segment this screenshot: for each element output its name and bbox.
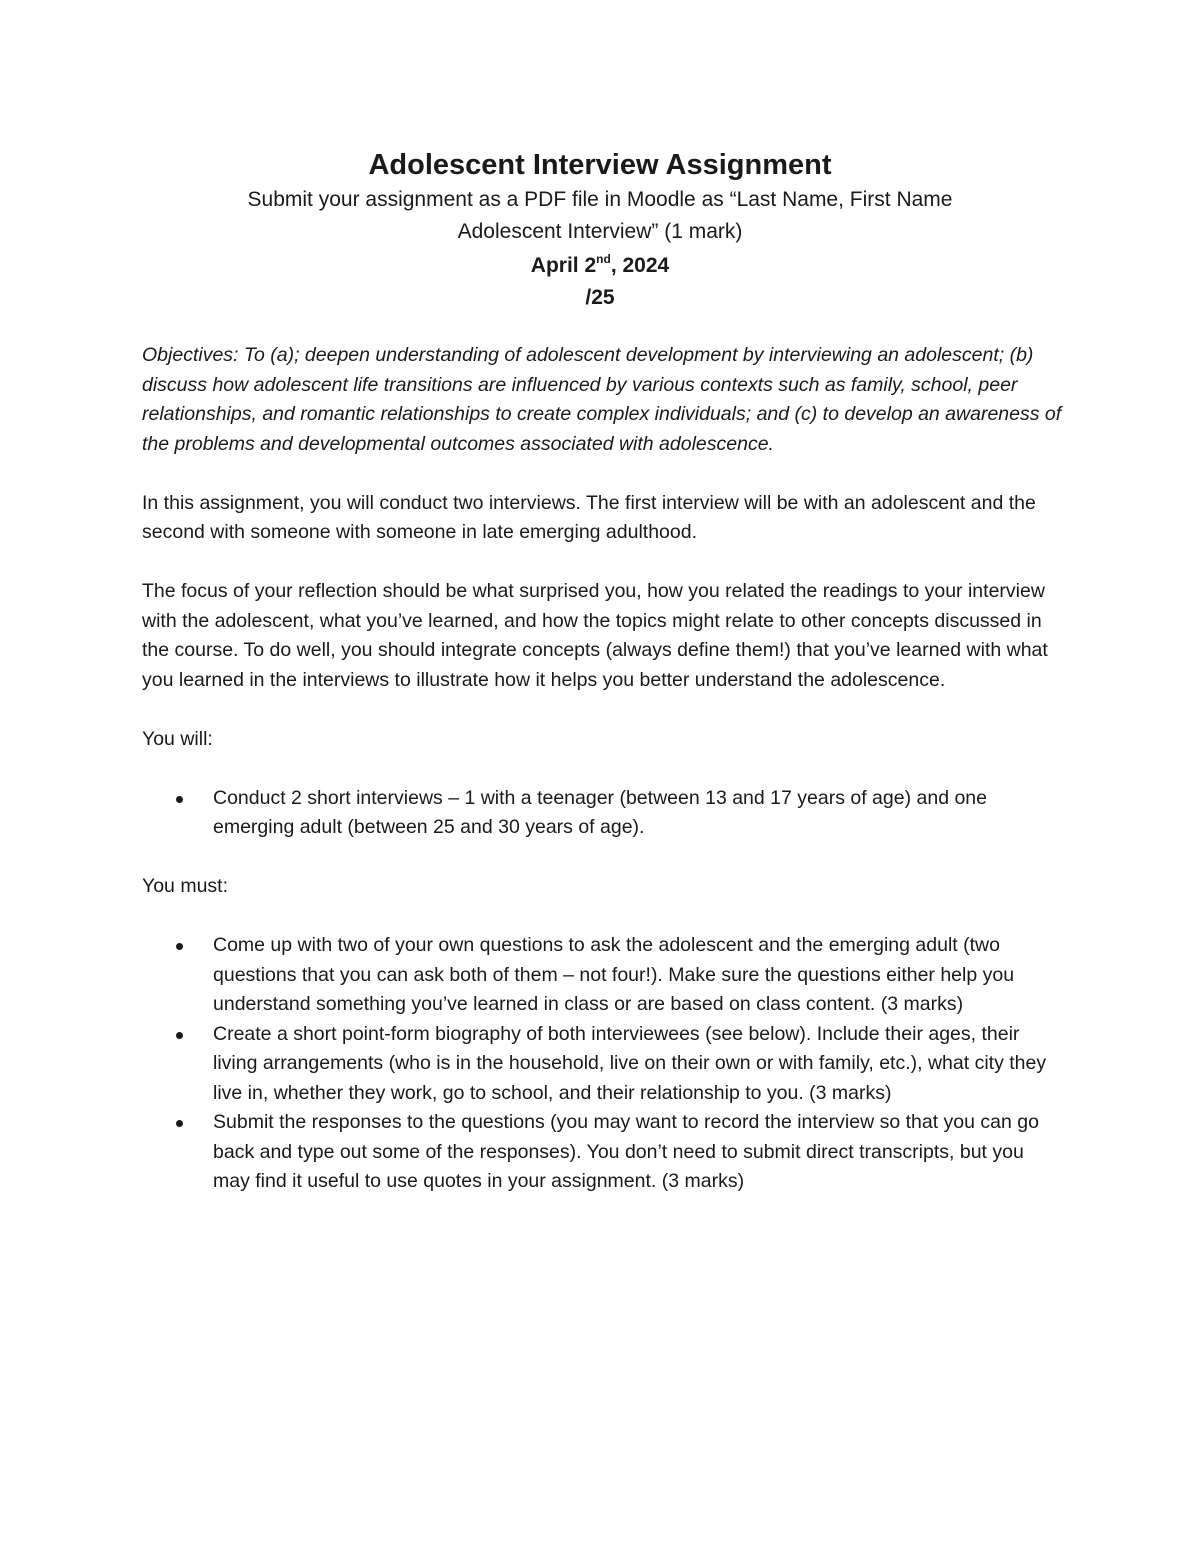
bullet-icon [176, 943, 183, 950]
bullet-icon [176, 796, 183, 803]
you-will-list [142, 784, 1062, 843]
document-body [142, 341, 1062, 1197]
paragraph-spacer [142, 459, 1062, 489]
list-item-text: Create a short point-form biography of both interviewees (see below). Include their ages, their living arrangements (who is in the household, live on their own or with family, etc.), what city they live in, whether they work, go to school, and their relationship to you. (3 marks) [213, 1022, 1047, 1104]
paragraph-spacer [142, 695, 1062, 725]
list-item [142, 784, 1062, 843]
list-item [142, 1108, 1062, 1197]
bullet-icon [176, 1032, 183, 1039]
due-date-year: , 2024 [610, 254, 670, 277]
paragraph-spacer [142, 548, 1062, 578]
you-will-heading: You will: [142, 727, 213, 750]
submission-instructions-line-2: Adolescent Interview” (1 mark) [457, 220, 743, 243]
list-item [142, 931, 1062, 1020]
due-date-ordinal: nd [596, 252, 611, 266]
list-item [142, 1020, 1062, 1109]
bullet-icon [176, 1120, 183, 1127]
you-must-heading: You must: [142, 875, 228, 897]
total-marks: /25 [585, 286, 615, 309]
focus-paragraph: The focus of your reflection should be what surprised you, how you related the readings to your interview with the adolescent, what you’ve learned, and how the topics might relate to other concepts discussed in the course. To do well, you should integrate concepts (always define them!) that you’ve learned with what you learned in the interviews to illustrate how it helps you better understand the adolescence. [142, 580, 1048, 691]
document-title: Adolescent Interview Assignment [368, 149, 832, 181]
paragraph-spacer [142, 902, 1062, 932]
list-item-text: Come up with two of your own questions to ask the adolescent and the emerging adult (two questions that you can ask both of them – not four!). Make sure the questions either help you understand something you’ve learned in class or are based on class content. (3 marks) [213, 934, 1015, 1015]
objectives-paragraph: Objectives: To (a); deepen understanding of adolescent development by interviewing an adolescent; (b) discuss how adolescent life transitions are influenced by various contexts such as family, school, peer relationships, and romantic relationships to create complex individuals; and (c) to develop an awareness of the problems and developmental outcomes associated with adolescence. [142, 344, 1062, 455]
intro-paragraph: In this assignment, you will conduct two interviews. The first interview will be with an adolescent and the second with someone with someone in late emerging adulthood. [142, 491, 1036, 543]
submission-instructions-line-1: Submit your assignment as a PDF file in Moodle as “Last Name, First Name [247, 188, 953, 211]
paragraph-spacer [142, 754, 1062, 784]
document-header [120, 146, 1080, 314]
list-item-text: Submit the responses to the questions (you may want to record the interview so that you can go back and type out some of the responses). You don’t need to submit direct transcripts, but you may find it useful to use quotes in your assignment. (3 marks) [213, 1111, 1039, 1192]
list-item-text: Conduct 2 short interviews – 1 with a teenager (between 13 and 17 years of age) and one emerging adult (between 25 and 30 years of age). [213, 786, 987, 838]
due-date-prefix: April 2 [530, 254, 597, 277]
paragraph-spacer [142, 843, 1062, 873]
due-date [120, 250, 1080, 282]
you-must-list [142, 931, 1062, 1197]
